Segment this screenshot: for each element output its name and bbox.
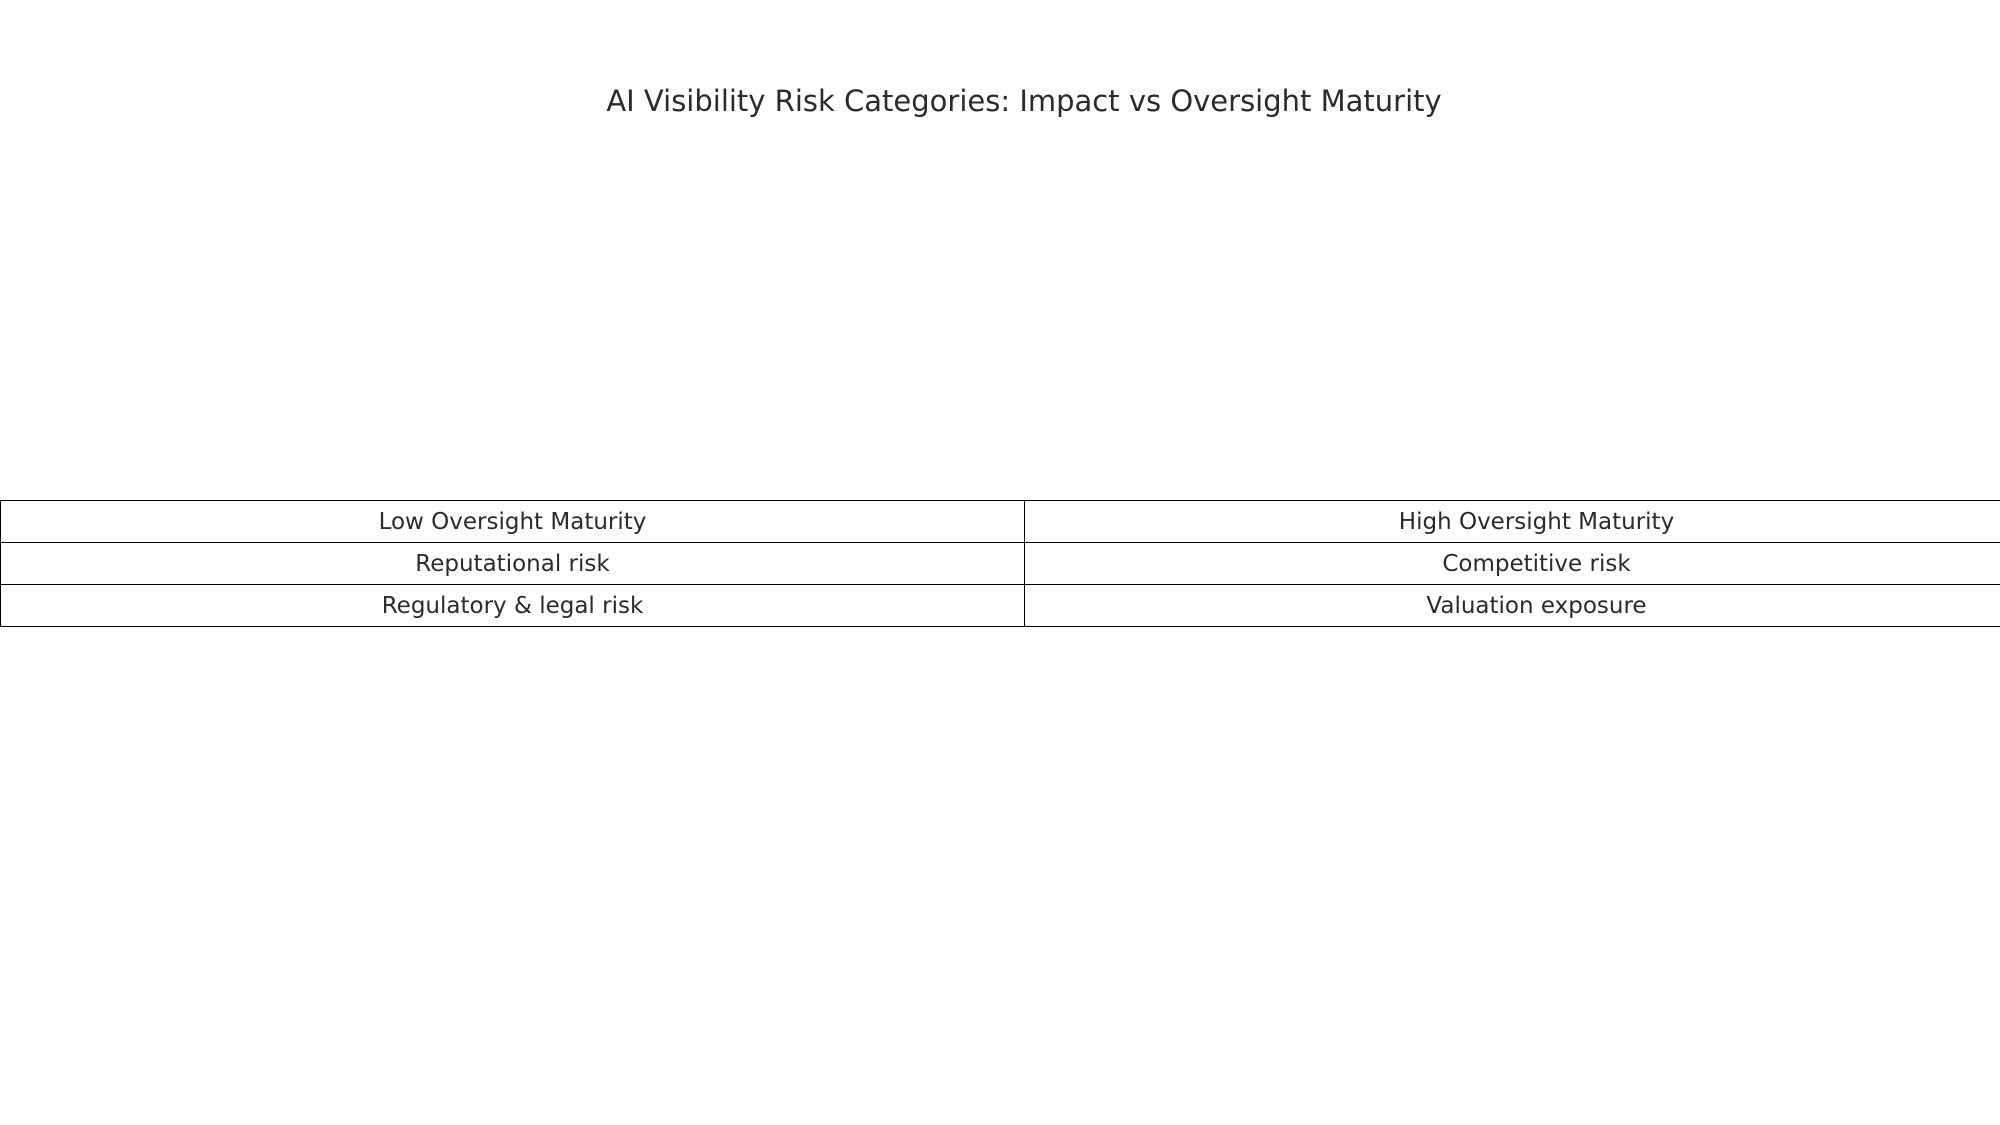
column-header-low-oversight-maturity: Low Oversight Maturity xyxy=(1,501,1025,543)
cell-reputational-risk: Reputational risk xyxy=(1,543,1025,585)
table-row xyxy=(1,543,2000,585)
chart-title: AI Visibility Risk Categories: Impact vs Oversight Maturity xyxy=(606,84,1442,118)
risk-matrix-table xyxy=(0,500,2000,627)
cell-valuation-exposure: Valuation exposure xyxy=(1025,585,2000,627)
table-header-row xyxy=(1,501,2000,543)
cell-regulatory-legal-risk: Regulatory & legal risk xyxy=(1,585,1025,627)
column-header-high-oversight-maturity: High Oversight Maturity xyxy=(1025,501,2000,543)
table-row xyxy=(1,585,2000,627)
cell-competitive-risk: Competitive risk xyxy=(1025,543,2000,585)
